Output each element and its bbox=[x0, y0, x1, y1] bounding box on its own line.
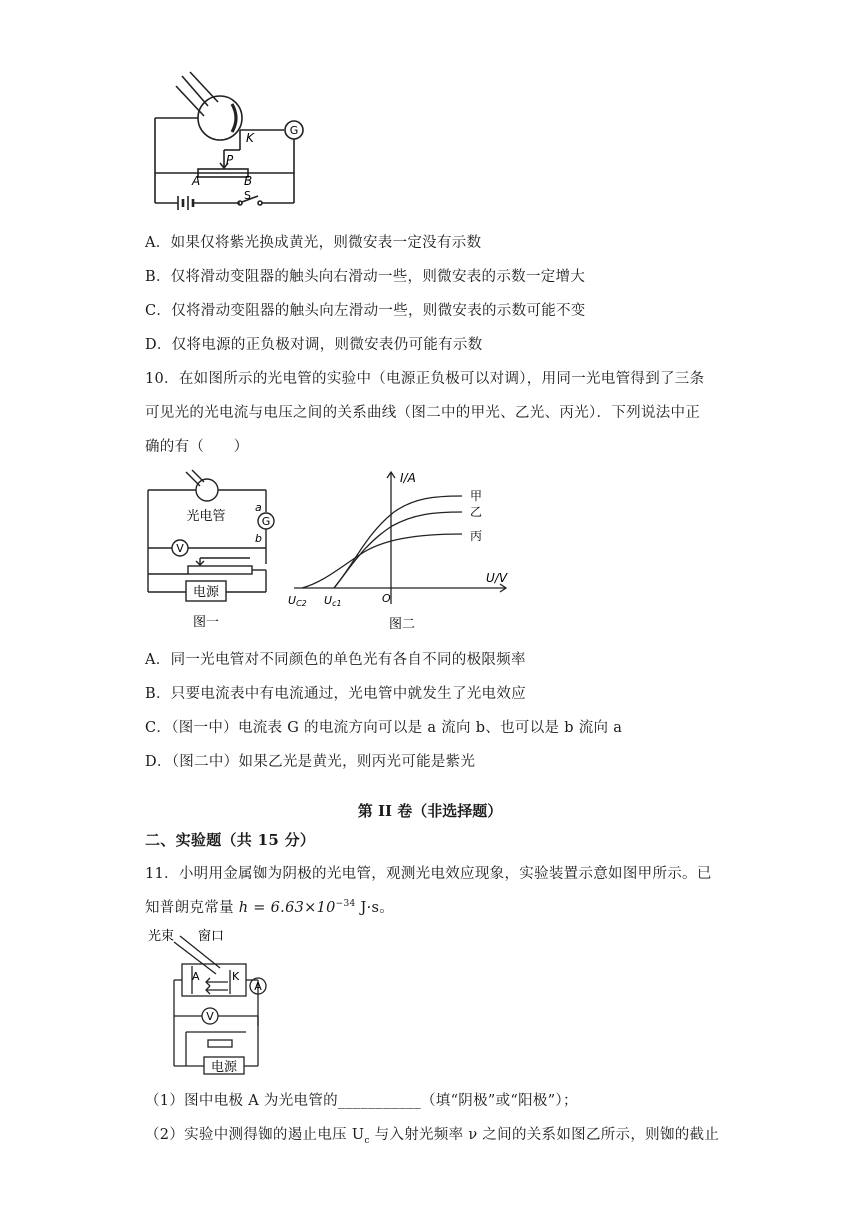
q10-figure-1-circuit bbox=[140, 468, 280, 634]
series-label-bing: 丙 bbox=[470, 529, 483, 543]
power-source-label: 电源 bbox=[192, 585, 220, 600]
q11-sub-2-rest: 与入射光频率 ν 之间的关系如图乙所示，则铷的截止 bbox=[369, 1127, 720, 1143]
x-axis-label: U/V bbox=[486, 571, 508, 585]
uc1-label: Uc1 bbox=[324, 594, 342, 608]
electrode-a-label: A bbox=[192, 970, 200, 983]
label-b-small: b bbox=[255, 532, 262, 545]
window-label: 窗口 bbox=[198, 929, 225, 944]
galvanometer-label: G bbox=[289, 124, 299, 137]
figure-1-caption: 图一 bbox=[192, 615, 220, 630]
label-p: P bbox=[226, 153, 234, 167]
voltmeter-label: V bbox=[176, 542, 184, 555]
q11-sub-2-subscript: c bbox=[364, 1135, 370, 1146]
label-s: S bbox=[244, 189, 251, 202]
figure-2-caption: 图二 bbox=[388, 617, 416, 632]
uc2-label: UC2 bbox=[288, 594, 307, 608]
voltmeter-label-q11: V bbox=[206, 1010, 214, 1023]
q11-sub-2 bbox=[145, 1123, 719, 1146]
q11-apparatus-figure bbox=[146, 926, 276, 1076]
q9-option-b: B．仅将滑动变阻器的触头向右滑动一些，则微安表的示数一定增大 bbox=[145, 269, 586, 285]
label-k: K bbox=[246, 131, 254, 145]
section-title: 第 II 卷（非选择题） bbox=[357, 802, 503, 820]
curve-jia bbox=[334, 496, 462, 588]
curve-yi bbox=[334, 512, 462, 588]
planck-unit: J·s。 bbox=[355, 900, 395, 916]
q10-option-c: C．（图一中）电流表 G 的电流方向可以是 a 流向 b、也可以是 b 流向 a bbox=[145, 720, 623, 736]
beam-label: 光束 bbox=[148, 929, 175, 944]
q10-option-a: A．同一光电管对不同颜色的单色光有各自不同的极限频率 bbox=[145, 652, 526, 668]
q10-option-d: D．（图二中）如果乙光是黄光，则丙光可能是紫光 bbox=[145, 754, 476, 770]
ammeter-label: A bbox=[254, 980, 262, 993]
section-heading: 二、实验题（共 15 分） bbox=[145, 831, 316, 849]
q11-line-2-prefix: 知普朗克常量 bbox=[145, 900, 234, 916]
g-meter-label: G bbox=[261, 515, 271, 528]
label-a: A bbox=[192, 174, 201, 188]
top-circuit-figure bbox=[150, 68, 310, 218]
q9-option-d: D．仅将电源的正负极对调，则微安表仍可能有示数 bbox=[145, 337, 483, 353]
electrode-k-label: K bbox=[232, 970, 240, 983]
series-label-jia: 甲 bbox=[470, 489, 483, 503]
q10-stem-line-3: 确的有（ ） bbox=[145, 439, 249, 455]
phototube-label: 光电管 bbox=[186, 509, 226, 524]
q10-stem-line-2: 可见光的光电流与电压之间的关系曲线（图二中的甲光、乙光、丙光）．下列说法中正 bbox=[145, 405, 701, 421]
q9-option-c: C．仅将滑动变阻器的触头向左滑动一些，则微安表的示数可能不变 bbox=[145, 303, 586, 319]
q10-figure-2-graph bbox=[284, 464, 514, 636]
q11-sub-2-text: （2）实验中测得铷的遏止电压 U bbox=[145, 1127, 365, 1143]
q10-option-b: B．只要电流表中有电流通过，光电管中就发生了光电效应 bbox=[145, 686, 526, 702]
y-axis-label: I/A bbox=[400, 471, 416, 485]
curve-bing bbox=[302, 534, 462, 588]
q10-stem-line-1: 10．在如图所示的光电管的实验中（电源正负极可以对调），用同一光电管得到了三条 bbox=[145, 371, 705, 387]
origin-label: O bbox=[382, 592, 391, 605]
label-a-small: a bbox=[255, 501, 262, 514]
q9-option-a: A．如果仅将紫光换成黄光，则微安表一定没有示数 bbox=[145, 235, 482, 251]
planck-constant: h = 6.63×10 bbox=[238, 900, 336, 916]
q11-sub-1: （1）图中电极 A 为光电管的___________（填“阴极”或“阳极”）； bbox=[145, 1093, 578, 1109]
q11-line-2 bbox=[145, 896, 394, 917]
series-label-yi: 乙 bbox=[470, 505, 483, 519]
label-b: B bbox=[244, 174, 253, 188]
planck-exponent: −34 bbox=[335, 899, 356, 910]
power-source-label-q11: 电源 bbox=[210, 1060, 238, 1075]
q11-line-1: 11．小明用金属铷为阴极的光电管，观测光电效应现象，实验装置示意如图甲所示。已 bbox=[145, 866, 712, 882]
